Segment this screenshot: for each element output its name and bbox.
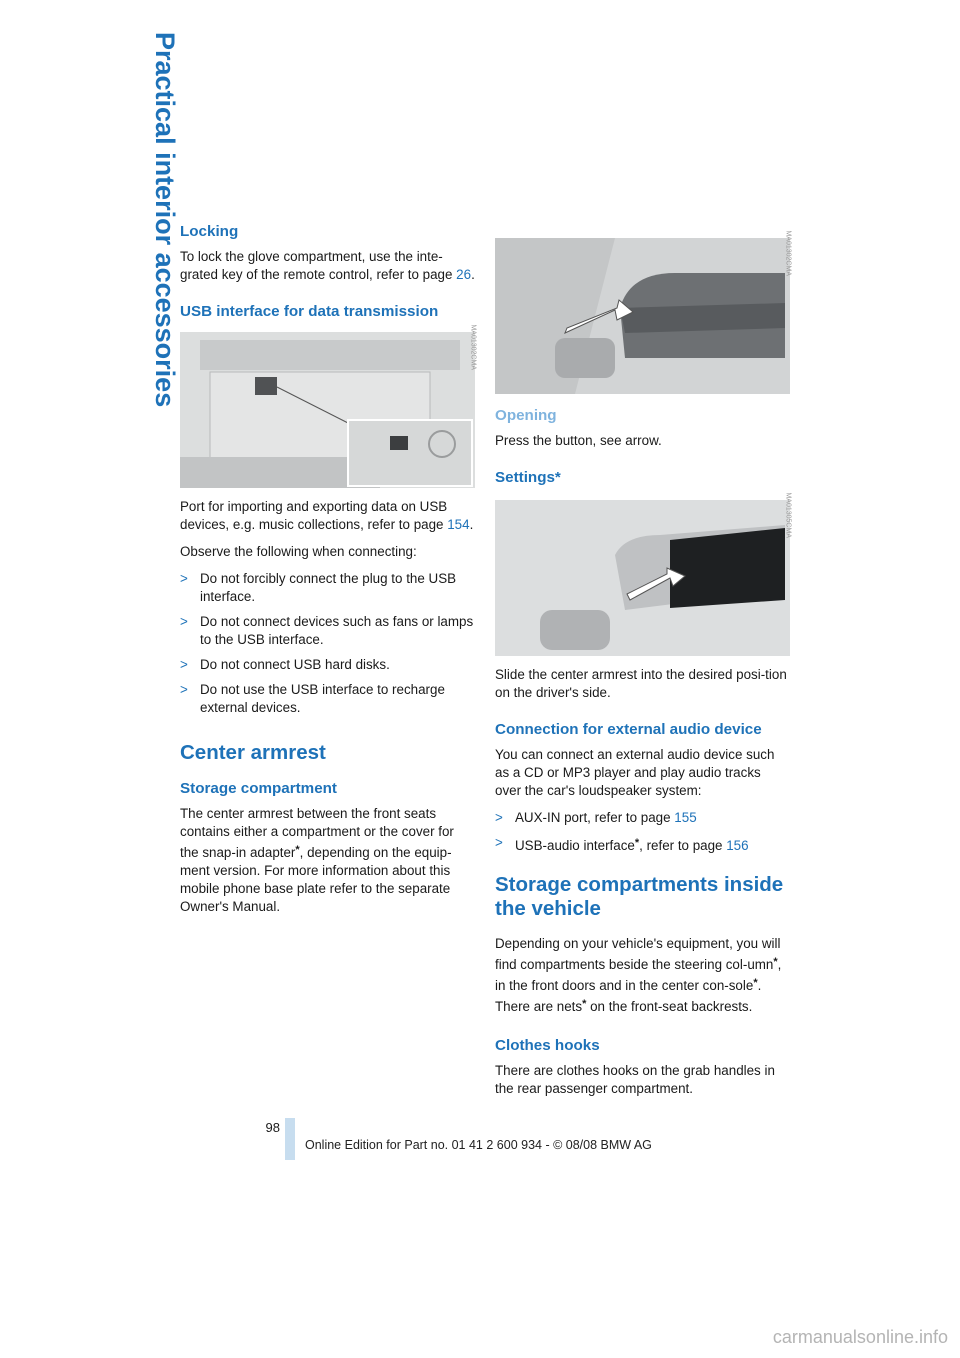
aux-page-link[interactable]: 155: [674, 810, 697, 825]
armrest-opening-figure-code: MA01302CMA: [785, 230, 792, 276]
usb-page-link[interactable]: 154: [447, 517, 470, 532]
side-title-text: Practical interior accessories: [150, 32, 180, 408]
armrest-settings-figure: [495, 492, 792, 656]
audio-text: You can connect an external audio device such as a CD or MP3 player and play audio tracks over the car's loudspeaker system:: [495, 747, 775, 798]
center-armrest-heading: Center armrest: [180, 741, 326, 764]
usb-list: [180, 570, 475, 717]
opening-text: Press the button, see arrow.: [495, 433, 662, 448]
side-title: [0, 0, 180, 1358]
list-item: > Do not connect USB hard disks.: [180, 657, 390, 672]
usb-text: Port for importing and exporting data on USB devices, e.g. music collections, refer to page 154.: [180, 499, 474, 532]
locking-text: To lock the glove compartment, use the inte-grated key of the remote control, refer to page 26.: [180, 249, 475, 282]
footer-text: Online Edition for Part no. 01 41 2 600 934 - © 08/08 BMW AG: [305, 1138, 652, 1152]
list-item: > Do not connect devices such as fans or lamps to the USB interface.: [180, 614, 474, 647]
audio-list: [495, 809, 790, 855]
footer-bar: [285, 1118, 295, 1160]
armrest-settings-figure-code: MA01305CMA: [785, 492, 792, 538]
settings-heading: Settings*: [495, 469, 561, 486]
clothes-hooks-text: There are clothes hooks on the grab handles in the rear passenger compartment.: [495, 1063, 775, 1096]
audio-heading: Connection for external audio device: [495, 721, 762, 738]
locking-heading: Locking: [180, 223, 239, 240]
list-item: > Do not forcibly connect the plug to the USB interface.: [180, 571, 457, 604]
locking-page-link[interactable]: 26: [456, 267, 472, 282]
page-number: 98: [265, 1120, 280, 1135]
list-item: > AUX-IN port, refer to page 155: [495, 810, 697, 825]
left-column: [180, 222, 475, 925]
armrest-opening-figure: [495, 230, 792, 394]
list-item: > USB-audio interface*, refer to page 156: [495, 835, 749, 853]
usb-audio-page-link[interactable]: 156: [726, 838, 749, 853]
storage-inside-heading: Storage compartments inside the vehicle: [495, 873, 784, 920]
storage-compartment-heading: Storage compartment: [180, 780, 337, 797]
list-item: > Do not use the USB interface to recharge external devices.: [180, 682, 445, 715]
watermark: carmanualsonline.info: [772, 1327, 948, 1347]
clothes-hooks-heading: Clothes hooks: [495, 1037, 600, 1054]
settings-text: Slide the center armrest into the desired posi-tion on the driver's side.: [495, 667, 787, 700]
opening-heading: Opening: [495, 407, 557, 424]
storage-compartment-text: The center armrest between the front seats contains either a compartment or the cover for the snap-in adapter*, depending on the equip-ment version. For more information about this mobile phone base plate refer to the separate Owner's Manual.: [180, 806, 454, 914]
usb-figure: [180, 324, 477, 488]
storage-inside-text: Depending on your vehicle's equipment, you will find compartments beside the steering col-umn*, in the front doors and in the center con-sole*. There are nets* on the front-seat backrests.: [495, 936, 782, 1014]
usb-heading: USB interface for data transmission: [180, 303, 439, 320]
right-column: [495, 230, 792, 1107]
usb-observe: Observe the following when connecting:: [180, 544, 417, 559]
usb-figure-code: MA01302CMA: [470, 324, 477, 370]
